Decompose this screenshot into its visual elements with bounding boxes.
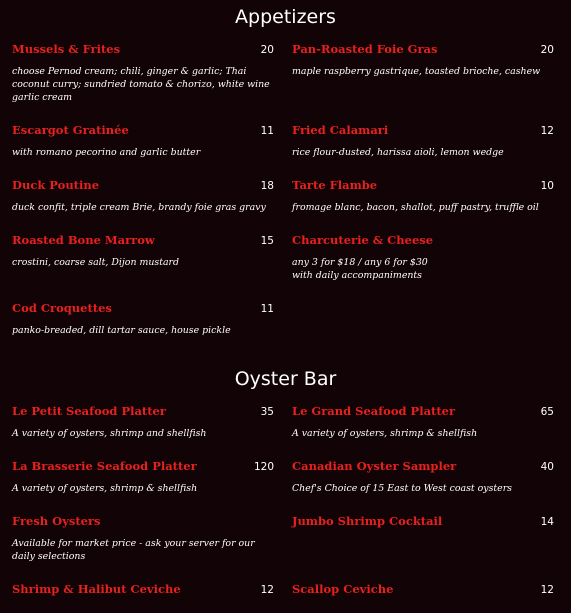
item-price: 18 — [260, 180, 274, 192]
item-description: maple raspberry gastrique, toasted brioche, cashew — [292, 66, 541, 77]
menu-item-charcuterie-cheese — [292, 233, 554, 282]
item-name: Le Petit Seafood Platter — [12, 404, 166, 418]
item-name: Jumbo Shrimp Cocktail — [292, 514, 443, 528]
menu-item-cod-croquettes — [12, 301, 274, 337]
item-price: 14 — [540, 516, 554, 528]
item-price: 15 — [260, 235, 274, 247]
menu-item-fried-calamari — [292, 123, 554, 159]
item-price: 12 — [540, 125, 554, 137]
item-name: Cod Croquettes — [12, 301, 112, 315]
item-description: any 3 for $18 / any 6 for $30 with daily accompaniments — [292, 257, 428, 281]
menu-item-grand-platter — [292, 404, 554, 440]
item-description: Chef's Choice of 15 East to West coast oysters — [292, 483, 512, 494]
item-price: 12 — [260, 584, 274, 596]
item-description: Available for market price - ask your server for our daily selections — [12, 538, 255, 562]
menu-item-bone-marrow — [12, 233, 274, 269]
item-description: with romano pecorino and garlic butter — [12, 147, 201, 158]
item-name: Mussels & Frites — [12, 42, 121, 56]
item-price: 11 — [260, 125, 274, 137]
item-name: Fried Calamari — [292, 123, 389, 137]
item-description: panko-breaded, dill tartar sauce, house pickle — [12, 325, 231, 336]
menu-item-scallop-ceviche — [292, 582, 554, 598]
item-name: Canadian Oyster Sampler — [292, 459, 457, 473]
item-name: Fresh Oysters — [12, 514, 101, 528]
item-name: Shrimp & Halibut Ceviche — [12, 582, 181, 596]
item-price: 12 — [540, 584, 554, 596]
item-price: 65 — [540, 406, 554, 418]
item-price: 10 — [540, 180, 554, 192]
item-price: 20 — [260, 44, 274, 56]
menu-item-foie-gras — [292, 42, 554, 78]
item-name: Duck Poutine — [12, 178, 100, 192]
appetizers-title: Appetizers — [235, 6, 336, 28]
menu-item-escargot — [12, 123, 274, 159]
item-name: Escargot Gratinée — [12, 123, 129, 137]
item-name: La Brasserie Seafood Platter — [12, 459, 197, 473]
item-description: A variety of oysters, shrimp and shellfish — [12, 428, 207, 439]
item-name: Le Grand Seafood Platter — [292, 404, 456, 418]
item-description: A variety of oysters, shrimp & shellfish — [12, 483, 198, 494]
menu-item-fresh-oysters — [12, 514, 274, 563]
menu-item-mussels-frites — [12, 42, 274, 104]
item-name: Pan-Roasted Foie Gras — [292, 42, 438, 56]
menu-item-petit-platter — [12, 404, 274, 440]
item-name: Charcuterie & Cheese — [292, 233, 434, 247]
item-description: duck confit, triple cream Brie, brandy foie gras gravy — [12, 202, 266, 213]
menu-item-shrimp-cocktail — [292, 514, 554, 530]
menu-item-duck-poutine — [12, 178, 274, 214]
oyster-bar-title: Oyster Bar — [234, 368, 337, 390]
item-name: Tarte Flambe — [292, 178, 378, 192]
item-description: choose Pernod cream; chili, ginger & garlic; Thai coconut curry; sundried tomato & chorizo, white wine garlic cream — [12, 66, 270, 103]
item-price: 20 — [540, 44, 554, 56]
item-description: fromage blanc, bacon, shallot, puff pastry, truffle oil — [292, 202, 539, 213]
item-price: 40 — [540, 461, 554, 473]
item-name: Roasted Bone Marrow — [12, 233, 155, 247]
item-price: 120 — [253, 461, 274, 473]
menu-item-tarte-flambe — [292, 178, 554, 214]
item-description: crostini, coarse salt, Dijon mustard — [12, 257, 180, 268]
menu-item-shrimp-halibut-ceviche — [12, 582, 274, 598]
item-price: 35 — [260, 406, 274, 418]
item-name: Scallop Ceviche — [292, 582, 394, 596]
item-description: rice flour-dusted, harissa aioli, lemon wedge — [292, 147, 504, 158]
menu-item-brasserie-platter — [12, 459, 274, 495]
menu-item-oyster-sampler — [292, 459, 554, 495]
item-price: 11 — [260, 303, 274, 315]
item-description: A variety of oysters, shrimp & shellfish — [292, 428, 478, 439]
